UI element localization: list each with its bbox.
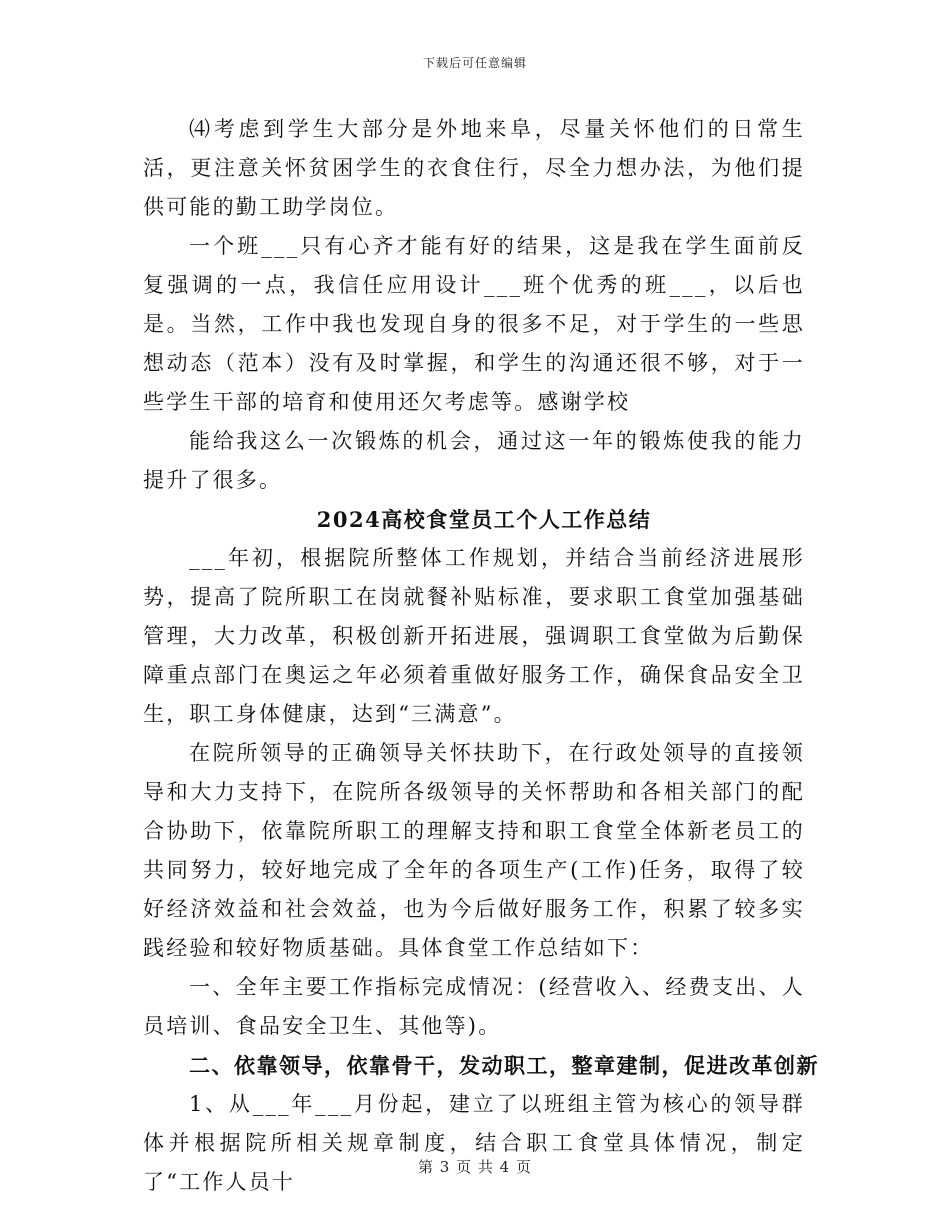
bold-heading: 二、依靠领导，依靠骨干，发动职工，整章建制，促进改革创新	[189, 1053, 819, 1078]
paragraph-student-care: ⑷考虑到学生大部分是外地来阜，尽量关怀他们的日常生活，更注意关怀贫困学生的衣食住行，尽全力想办法，为他们提供可能的勤工助学岗位。	[143, 117, 805, 219]
header-note: 下载后可任意编辑	[422, 56, 527, 70]
document-body	[143, 110, 819, 1202]
paragraph-main-indicators: 一、全年主要工作指标完成情况：(经营收入、经费支出、人员培训、食品安全卫生、其他等)。	[143, 975, 805, 1038]
paragraph-leadership-support: 在院所领导的正确领导关怀扶助下，在行政处领导的直接领导和大力支持下，在院所各级领导的关怀帮助和各相关部门的配合协助下，依靠院所职工的理解支持和职工食堂全体新老员工的共同努力，较好地完成了全年的各项生产(工作)任务，取得了较好经济效益和社会效益，也为今后做好服务工作，积累了较多实践经验和较好物质基础。具体食堂工作总结如下：	[143, 741, 805, 960]
paragraph-class-reflection: 一个班___只有心齐才能有好的结果，这是我在学生面前反复强调的一点，我信任应用设计___班个优秀的班___，以后也是。当然，工作中我也发现自身的很多不足，对于学生的一些思想动态（范本）没有及时掌握，和学生的沟通还很不够，对于一些学生干部的培育和使用还欠考虑等。感谢学校	[143, 234, 805, 414]
page-footer: 第 3 页 共 4 页	[418, 1158, 532, 1176]
paragraph-year-start: ___年初，根据院所整体工作规划，并结合当前经济进展形势，提高了院所职工在岗就餐补贴标准，要求职工食堂加强基础管理，大力改革，积极创新开拓进展，强调职工食堂做为后勤保障重点部门在奥运之年必须着重做好服务工作，确保食品安全卫生，职工身体健康，达到“三满意”。	[143, 546, 805, 726]
paragraph-leadership-group: 1、从___年___月份起，建立了以班组主管为核心的领导群体并根据院所相关规章制度，结合职工食堂具体情况，制定了“工作人员十	[143, 1092, 805, 1194]
section-title: 2024高校食堂员工个人工作总结	[316, 507, 652, 532]
paragraph-thanks: 能给我这么一次锻炼的机会，通过这一年的锻炼使我的能力提升了很多。	[143, 429, 805, 492]
